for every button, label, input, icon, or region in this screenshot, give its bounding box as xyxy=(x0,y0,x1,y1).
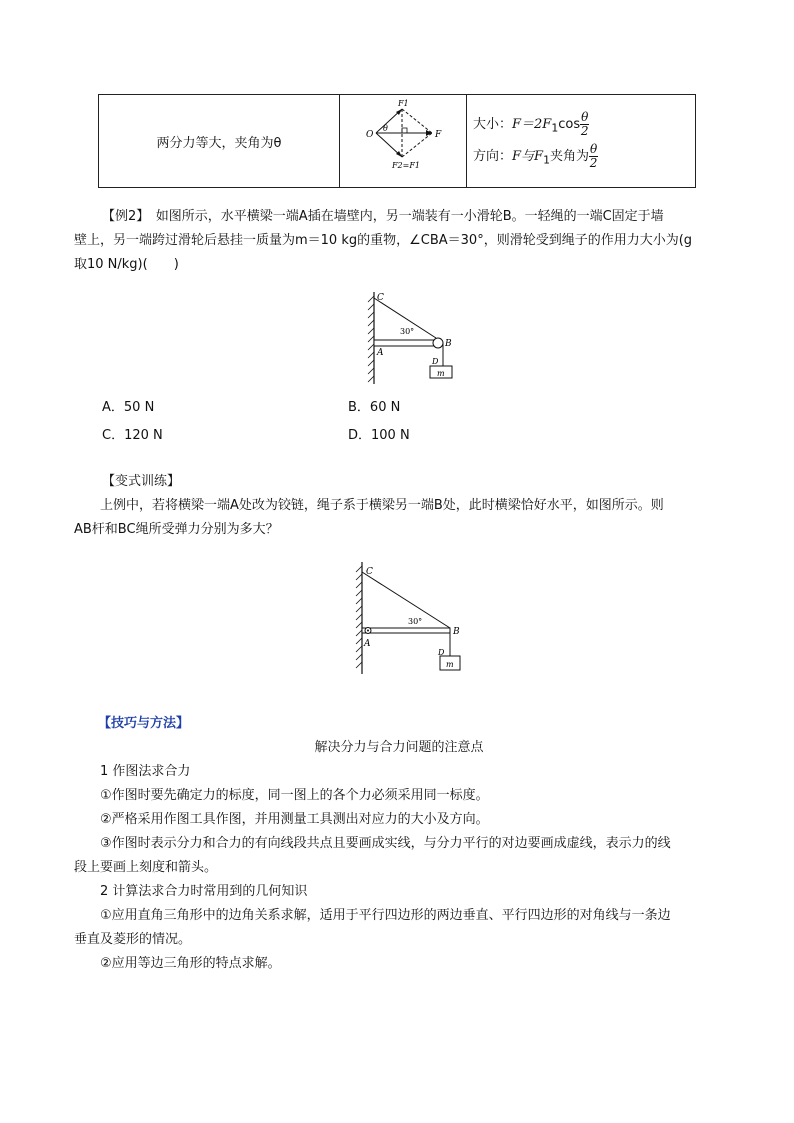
fig1-label-a: A xyxy=(377,348,384,358)
rhombus-diagram xyxy=(340,95,467,188)
fig2-label-c: C xyxy=(366,567,373,577)
variant-text: 【变式训练】 上例中，若将横梁一端A处改为铰链，绳子系于横梁另一端B处，此时横梁恰好水平，如图所示。则 AB杆和BC绳所受弹力分别为多大？ xyxy=(74,470,724,542)
variant-tag: 【变式训练】 xyxy=(102,474,181,489)
example2-tag: 【例2】 xyxy=(102,209,143,224)
fig1-label-m: m xyxy=(437,369,445,378)
case-label: 两分力等大，夹角为θ xyxy=(99,95,340,188)
label-f: F xyxy=(435,130,442,140)
formula-cell xyxy=(467,95,696,188)
fig2-label-b: B xyxy=(453,627,460,637)
rhombus-figure xyxy=(340,95,466,183)
example2-figure xyxy=(360,288,460,388)
label-f2: F2=F1 xyxy=(392,161,420,170)
option-a[interactable]: A．50 N xyxy=(102,400,155,415)
label-f1: F1 xyxy=(398,99,409,108)
option-c[interactable]: C．120 N xyxy=(102,428,163,443)
label-o: O xyxy=(366,130,374,140)
variant-figure xyxy=(350,560,462,678)
fig2-angle: 30° xyxy=(408,617,423,626)
fig2-label-a: A xyxy=(364,639,371,649)
label-theta: θ xyxy=(383,124,388,133)
fig1-angle: 30° xyxy=(400,327,415,336)
fig1-label-b: B xyxy=(445,339,452,349)
option-d[interactable]: D．100 N xyxy=(348,428,410,443)
fig2-label-d: D xyxy=(438,648,445,657)
tips-tag: 【技巧与方法】 xyxy=(98,716,190,731)
half-angle-fraction-2: $\frac{\theta}{2}$ xyxy=(589,142,598,170)
tips-section: 【技巧与方法】 解决分力与合力问题的注意点 1 作图法求合力 ①作图时要先确定力的标度，同一图上的各个力必须采用同一标度。 ②严格采用作图工具作图，并用测量工具测出对应力的大小及方向。 ③作图时表示分力和合力的有向线段共点且要画成实线，与分力平行的对边要画成虚线，表示力的线 段上要画上刻度和箭头。 2 计算法求合力时常用到的几何知识 ①应用直角三角形中的边角关系求解，适用于平行四边形的两边垂直、平行四边形的对角线与一条边 垂直及菱形的情况。 ②应用等边三角形的特点求解。 xyxy=(74,712,724,976)
fig2-label-m: m xyxy=(446,660,454,669)
parallelogram-table xyxy=(98,94,696,188)
half-angle-fraction: $\frac{\theta}{2}$ xyxy=(580,110,589,139)
tips-title: 解决分力与合力问题的注意点 xyxy=(314,740,484,755)
magnitude-line: 大小：$F=2F_1\cos$ $\frac{\theta}{2}$ xyxy=(473,110,589,139)
fig1-label-c: C xyxy=(377,293,384,303)
fig1-label-d: D xyxy=(432,357,439,366)
direction-line: 方向：F与$F_1$夹角为 $\frac{\theta}{2}$ xyxy=(473,142,598,170)
tips-heading-1: 1 作图法求合力 xyxy=(100,764,191,779)
example2-text: 【例2】 如图所示，水平横梁一端A插在墙壁内，另一端装有一小滑轮B。一轻绳的一端C固定于墙 壁上，另一端跨过滑轮后悬挂一质量为m＝10 kg的重物，∠CBA＝30°，则滑轮受到绳子的作用力大小为(g 取10 N/kg)( ) xyxy=(74,209,693,272)
tips-heading-2: 2 计算法求合力时常用到的几何知识 xyxy=(100,884,308,899)
option-b[interactable]: B．60 N xyxy=(348,400,401,415)
